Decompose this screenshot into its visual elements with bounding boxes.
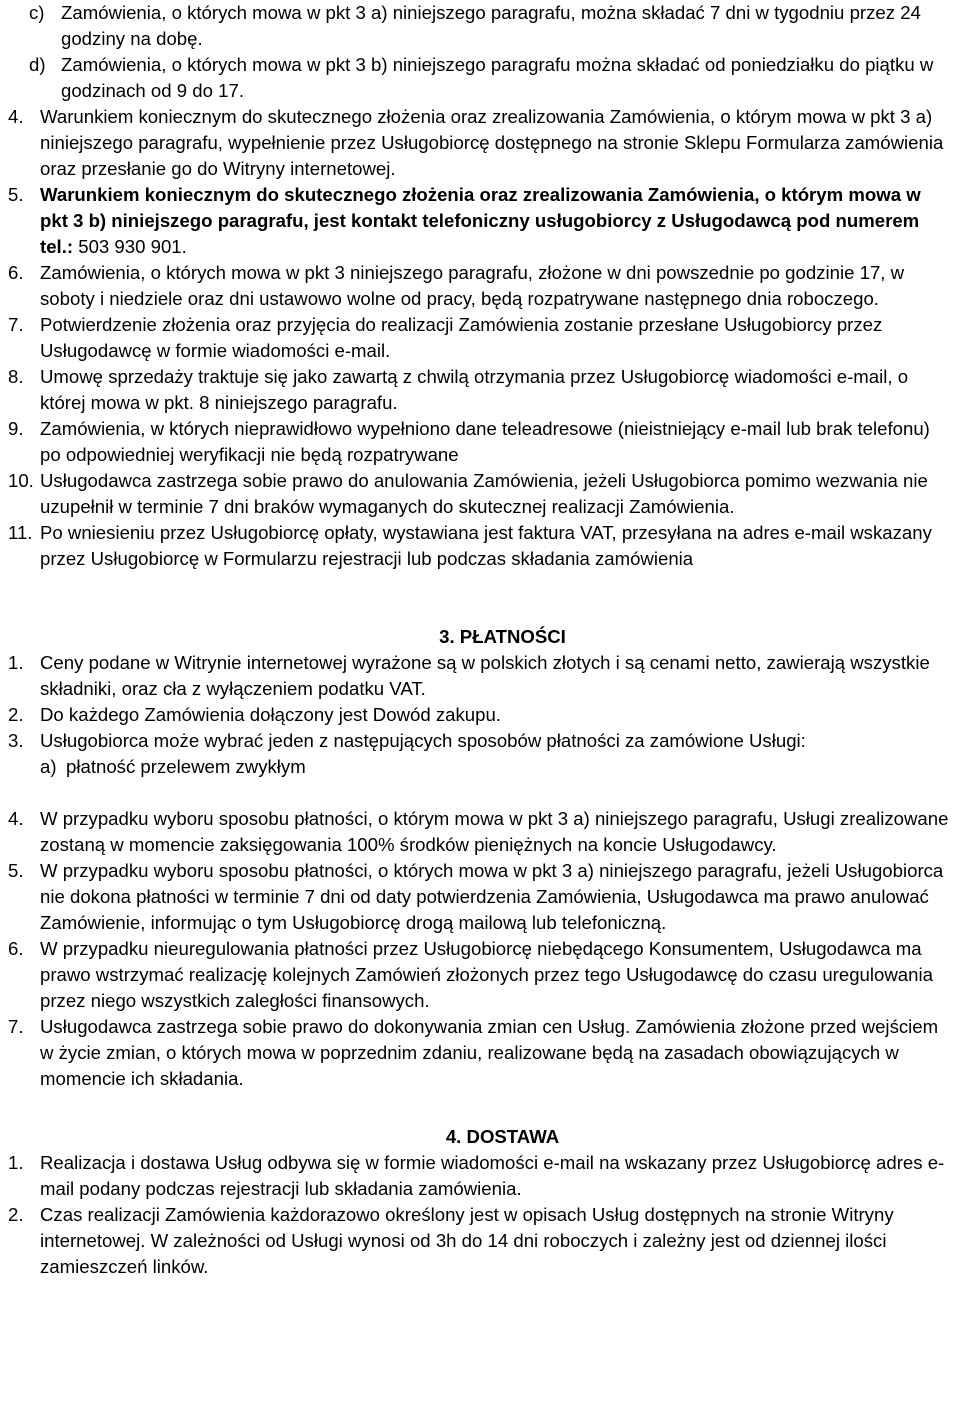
item-number: 4.	[8, 808, 24, 829]
item-number: 11.	[8, 522, 33, 543]
item-text: płatność przelewem zwykłym	[66, 756, 306, 777]
list-item	[8, 0, 952, 52]
item-number: 8.	[8, 366, 24, 387]
item-text: Zamówienia, w których nieprawidłowo wypełniono dane teleadresowe (nieistniejący e-mail lub brak telefonu) po odpowiedniej weryfikacji nie będą rozpatrywane	[40, 418, 930, 465]
spacer	[8, 1092, 952, 1124]
item-number: 4.	[8, 106, 24, 127]
item-text: Usługodawca zastrzega sobie prawo do anulowania Zamówienia, jeżeli Usługobiorca pomimo wezwania nie uzupełnił w terminie 7 dni braków wymaganych do skutecznej realizacji Zamówienia.	[40, 470, 928, 517]
list-item	[8, 1150, 952, 1202]
item-text-bold: Warunkiem koniecznym do skutecznego złożenia oraz zrealizowania Zamówienia, o którym mowa w pkt 3 b) niniejszego paragrafu, jest kontakt telefoniczny usługobiorcy z Usługodawcą pod numerem tel.:	[40, 184, 921, 257]
list-item	[8, 104, 952, 182]
list-item	[8, 936, 952, 1014]
item-text: W przypadku wyboru sposobu płatności, o którym mowa w pkt 3 a) niniejszego paragrafu, Usługi zrealizowane zostaną w momencie zaksięgowania 100% środków pieniężnych na koncie Usługodawcy.	[40, 808, 949, 855]
phone-number: 503 930 901.	[73, 236, 187, 257]
item-number: 5.	[8, 184, 24, 205]
section-heading-delivery: 4. DOSTAWA	[445, 1126, 560, 1147]
list-item	[8, 312, 952, 364]
item-text: Usługobiorca może wybrać jeden z następujących sposobów płatności za zamówione Usługi:	[40, 730, 806, 751]
list-item	[8, 182, 952, 260]
list-item	[8, 858, 952, 936]
item-text: Do każdego Zamówienia dołączony jest Dowód zakupu.	[40, 704, 501, 725]
item-number: 1.	[8, 652, 24, 673]
item-text: Usługodawca zastrzega sobie prawo do dokonywania zmian cen Usług. Zamówienia złożone przed wejściem w życie zmian, o których mowa w poprzednim zdaniu, realizowane będą na zasadach obowiązujących w momencie ich składania.	[40, 1016, 939, 1089]
item-text: Realizacja i dostawa Usług odbywa się w formie wiadomości e-mail na wskazany przez Usługobiorcę adres e-mail podany podczas rejestracji lub składania zamówienia.	[40, 1152, 945, 1199]
item-text: Zamówienia, o których mowa w pkt 3 b) niniejszego paragrafu można składać od poniedziałku do piątku w godzinach od 9 do 17.	[61, 54, 934, 101]
item-text: Ceny podane w Witrynie internetowej wyrażone są w polskich złotych i są cenami netto, zawierają wszystkie składniki, oraz cła z wyłączeniem podatku VAT.	[40, 652, 930, 699]
item-number: 5.	[8, 860, 24, 881]
list-item	[8, 650, 952, 702]
item-number: 7.	[8, 1016, 24, 1037]
item-text: Warunkiem koniecznym do skutecznego złożenia oraz zrealizowania Zamówienia, o którym mowa w pkt 3 a) niniejszego paragrafu, wypełnienie przez Usługobiorcę dostępnego na stronie Sklepu Formularza zamówienia oraz przesłanie go do Witryny internetowej.	[40, 106, 944, 179]
item-text	[40, 182, 952, 260]
list-item	[8, 1014, 952, 1092]
item-text: Zamówienia, o których mowa w pkt 3 a) niniejszego paragrafu, można składać 7 dni w tygodniu przez 24 godziny na dobę.	[61, 2, 921, 49]
item-text: Umowę sprzedaży traktuje się jako zawartą z chwilą otrzymania przez Usługobiorcę wiadomości e-mail, o której mowa w pkt. 8 niniejszego paragrafu.	[40, 366, 909, 413]
item-number: d)	[29, 54, 46, 75]
list-item	[8, 806, 952, 858]
item-text: W przypadku nieuregulowania płatności przez Usługobiorcę niebędącego Konsumentem, Usługodawca ma prawo wstrzymać realizację kolejnych Zamówień złożonych przez tego Usługodawcę do czasu uregulowania przez niego wszystkich zaległości finansowych.	[40, 938, 933, 1011]
list-item	[8, 260, 952, 312]
item-number: c)	[29, 2, 45, 23]
section-heading-payments: 3. PŁATNOŚCI	[439, 626, 566, 647]
item-number: 3.	[8, 730, 24, 751]
item-number: 2.	[8, 1204, 24, 1225]
item-number: 1.	[8, 1152, 24, 1173]
item-number: 6.	[8, 262, 24, 283]
list-item	[8, 468, 952, 520]
item-number: 7.	[8, 314, 24, 335]
list-item	[8, 364, 952, 416]
list-item	[8, 754, 952, 780]
list-item	[8, 728, 952, 754]
item-number: 9.	[8, 418, 24, 439]
item-number: 6.	[8, 938, 24, 959]
item-text: W przypadku wyboru sposobu płatności, o których mowa w pkt 3 a) niniejszego paragrafu, jeżeli Usługobiorca nie dokona płatności w terminie 7 dni od daty potwierdzenia Zamówienia, Usługodawca ma prawo anulować Zamówienie, informując o tym Usługobiorcę drogą mailową lub telefoniczną.	[40, 860, 944, 933]
item-text: Potwierdzenie złożenia oraz przyjęcia do realizacji Zamówienia zostanie przesłane Usługobiorcy przez Usługodawcę w formie wiadomości e-mail.	[40, 314, 883, 361]
list-item	[8, 702, 952, 728]
list-item	[8, 416, 952, 468]
item-number: 2.	[8, 704, 24, 725]
item-text: Czas realizacji Zamówienia każdorazowo określony jest w opisach Usług dostępnych na stronie Witryny internetowej. W zależności od Usługi wynosi od 3h do 14 dni roboczych i zależny jest od dziennej ilości zamieszczeń linków.	[40, 1204, 894, 1277]
list-item	[8, 52, 952, 104]
item-text: Zamówienia, o których mowa w pkt 3 niniejszego paragrafu, złożone w dni powszednie po godzinie 17, w soboty i niedziele oraz dni ustawowo wolne od pracy, będą rozpatrywane następnego dnia roboczego.	[40, 262, 905, 309]
list-item	[8, 1202, 952, 1280]
spacer	[8, 780, 952, 806]
item-number: a)	[40, 756, 57, 777]
list-item	[8, 520, 952, 572]
item-number: 10.	[8, 470, 34, 491]
item-text: Po wniesieniu przez Usługobiorcę opłaty, wystawiana jest faktura VAT, przesyłana na adres e-mail wskazany przez Usługobiorcę w Formularzu rejestracji lub podczas składania zamówienia	[40, 522, 932, 569]
spacer	[8, 572, 952, 624]
